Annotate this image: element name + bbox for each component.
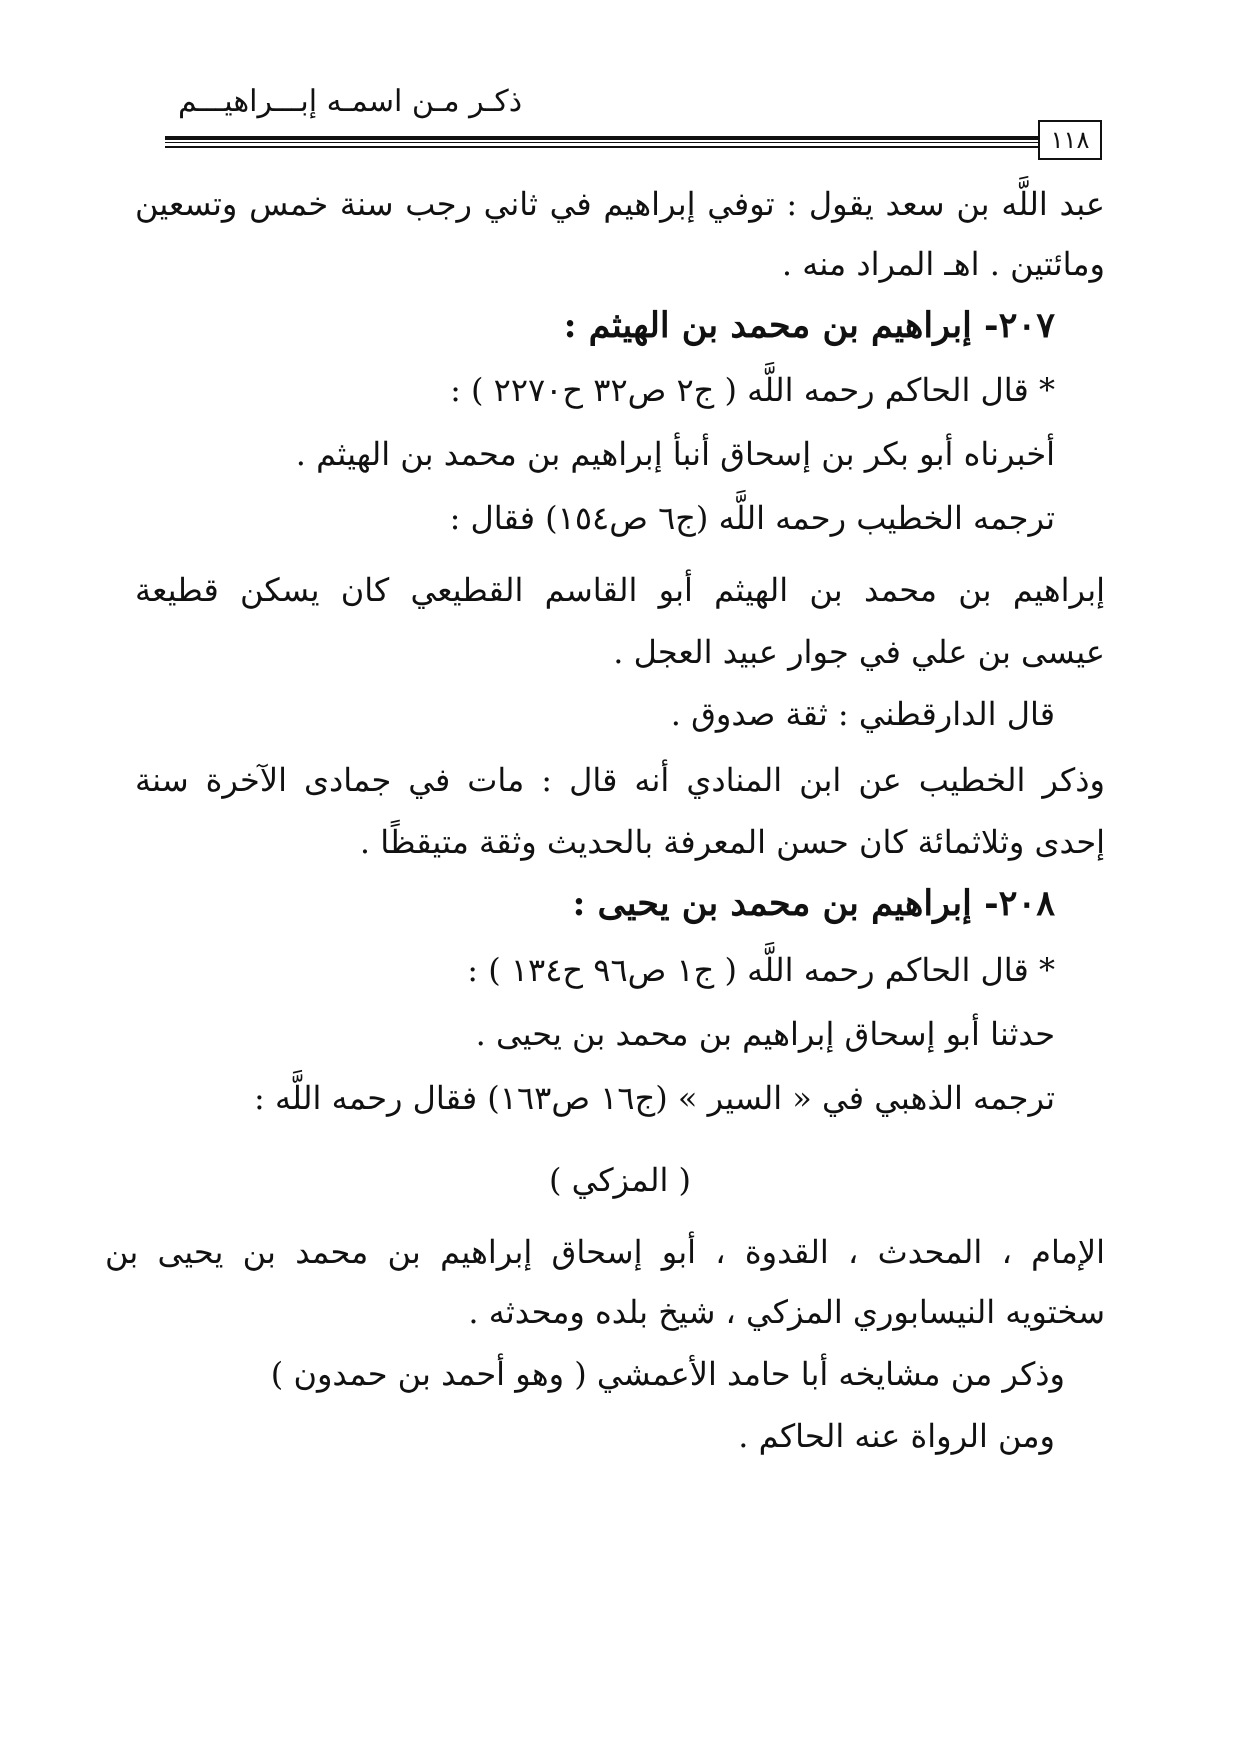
entry-heading-208: ٢٠٨- إبراهيم بن محمد بن يحيى : (572, 883, 1055, 924)
text-line: وذكر الخطيب عن ابن المنادي أنه قال : مات في جمادى الآخرة سنة (135, 761, 1105, 799)
text-line: عبد اللَّه بن سعد يقول : توفي إبراهيم في ثاني رجب سنة خمس وتسعين (135, 185, 1105, 223)
text-line: إبراهيم بن محمد بن الهيثم أبو القاسم القطيعي كان يسكن قطيعة (135, 571, 1105, 609)
text-line: * قال الحاكم رحمه اللَّه ( ج١ ص٩٦ ح١٣٤ ) : (467, 951, 1055, 989)
text-line: ترجمه الخطيب رحمه اللَّه (ج٦ ص١٥٤) فقال : (449, 499, 1055, 537)
text-line: أخبرناه أبو بكر بن إسحاق أنبأ إبراهيم بن محمد بن الهيثم . (295, 435, 1055, 473)
running-title: ذكـر مـن اسمـه إبـــراهيـــم (177, 84, 523, 119)
text-line: حدثنا أبو إسحاق إبراهيم بن محمد بن يحيى . (475, 1015, 1055, 1053)
section-subtitle: ( المزكي ) (548, 1161, 691, 1199)
text-line: عيسى بن علي في جوار عبيد العجل . (613, 633, 1105, 671)
text-line: وذكر من مشايخه أبا حامد الأعمشي ( وهو أحمد بن حمدون ) (270, 1355, 1065, 1393)
text-line: إحدى وثلاثمائة كان حسن المعرفة بالحديث وثقة متيقظًا . (359, 823, 1105, 861)
text-line: ومائتين . اهـ المراد منه . (781, 245, 1105, 283)
text-line: الإمام ، المحدث ، القدوة ، أبو إسحاق إبراهيم بن محمد بن يحيى بن (105, 1233, 1105, 1271)
text-line: * قال الحاكم رحمه اللَّه ( ج٢ ص٣٢ ح٢٢٧٠ ) : (450, 371, 1055, 409)
text-line: سختويه النيسابوري المزكي ، شيخ بلده ومحدثه . (468, 1293, 1105, 1331)
entry-heading-207: ٢٠٧- إبراهيم بن محمد بن الهيثم : (563, 305, 1055, 346)
text-line: ترجمه الذهبي في « السير » (ج١٦ ص١٦٣) فقال رحمه اللَّه : (254, 1079, 1055, 1117)
page-number: ١١٨ (1038, 120, 1102, 160)
text-line: ومن الرواة عنه الحاكم . (738, 1417, 1055, 1455)
header-rule (165, 136, 1045, 148)
text-line: قال الدارقطني : ثقة صدوق . (670, 695, 1055, 733)
